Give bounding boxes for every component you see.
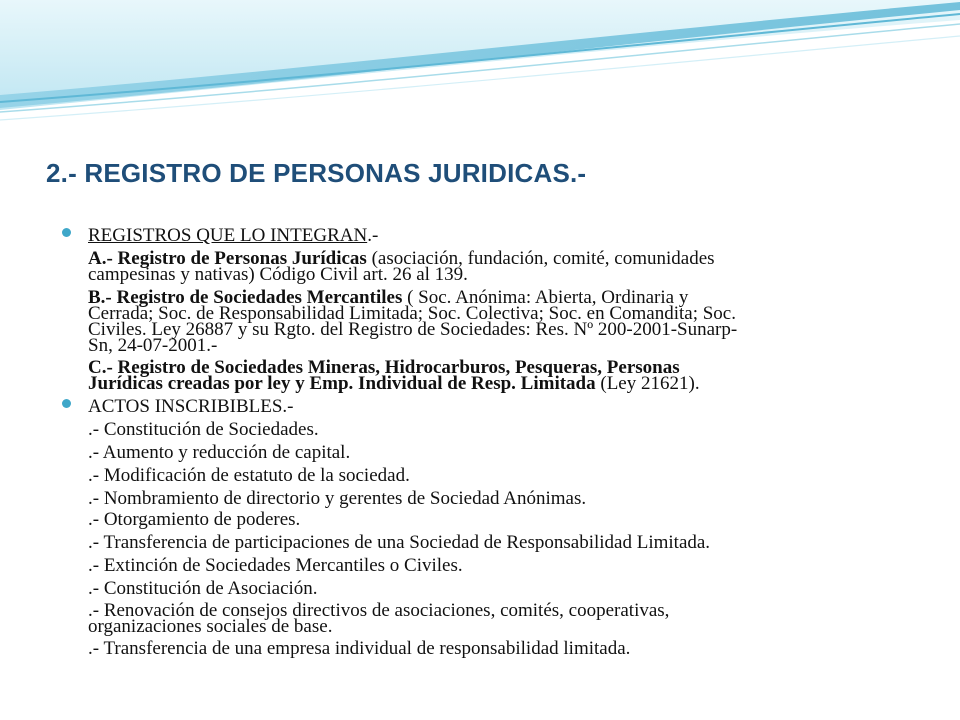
registro-a-description: (asociación, fundación, comité, comunidades xyxy=(366,248,715,269)
acto-item: .- Aumento y reducción de capital. xyxy=(88,442,351,463)
bullet-icon xyxy=(62,399,71,408)
registros-heading-text: REGISTROS QUE LO INTEGRAN xyxy=(88,225,368,246)
registro-b-line-2: Cerrada; Soc. de Responsabilidad Limitada; Soc. Colectiva; Soc. en Comandita; Soc. xyxy=(88,303,736,324)
bullet-icon xyxy=(62,228,71,237)
registro-b-description: ( Soc. Anónima: Abierta, Ordinaria y xyxy=(402,287,689,308)
registro-b-title: B.- Registro de Sociedades Mercantiles xyxy=(88,287,403,308)
registros-heading-suffix: .- xyxy=(367,225,379,246)
acto-item: .- Transferencia de una empresa individual de responsabilidad limitada. xyxy=(88,638,631,659)
acto-item: .- Constitución de Sociedades. xyxy=(88,419,319,440)
registro-a-line-2: campesinas y nativas) Código Civil art. 26 al 139. xyxy=(88,264,468,285)
registro-b-line-4: Sn, 24-07-2001.- xyxy=(88,335,218,356)
section-heading-registros xyxy=(88,226,918,246)
registro-c-title-1: C.- Registro de Sociedades Mineras, Hidrocarburos, Pesqueras, Personas xyxy=(88,357,680,378)
acto-item: .- Transferencia de participaciones de una Sociedad de Responsabilidad Limitada. xyxy=(88,532,711,553)
acto-item: .- Constitución de Asociación. xyxy=(88,578,318,599)
registro-b-line-3: Civiles. Ley 26887 y su Rgto. del Registro de Sociedades: Res. Nº 200-2001-Sunarp- xyxy=(88,319,738,340)
acto-item: .- Otorgamiento de poderes. xyxy=(88,509,301,530)
acto-item: .- Extinción de Sociedades Mercantiles o Civiles. xyxy=(88,555,463,576)
slide-title: 2.- REGISTRO DE PERSONAS JURIDICAS.- xyxy=(46,158,587,188)
acto-item: .- Nombramiento de directorio y gerentes de Sociedad Anónimas. xyxy=(88,488,587,509)
registro-c-title-2: Jurídicas creadas por ley y Emp. Individual de Resp. Limitada xyxy=(88,373,596,394)
registro-c-law: (Ley 21621). xyxy=(595,373,700,394)
acto-item: .- Modificación de estatuto de la sociedad. xyxy=(88,465,410,486)
registro-a-title: A.- Registro de Personas Jurídicas xyxy=(88,248,367,269)
acto-item: organizaciones sociales de base. xyxy=(88,616,333,637)
acto-item: .- Renovación de consejos directivos de asociaciones, comités, cooperativas, xyxy=(88,600,670,621)
registro-c-line-2 xyxy=(88,374,918,394)
section-heading-actos: ACTOS INSCRIBIBLES.- xyxy=(88,396,294,417)
